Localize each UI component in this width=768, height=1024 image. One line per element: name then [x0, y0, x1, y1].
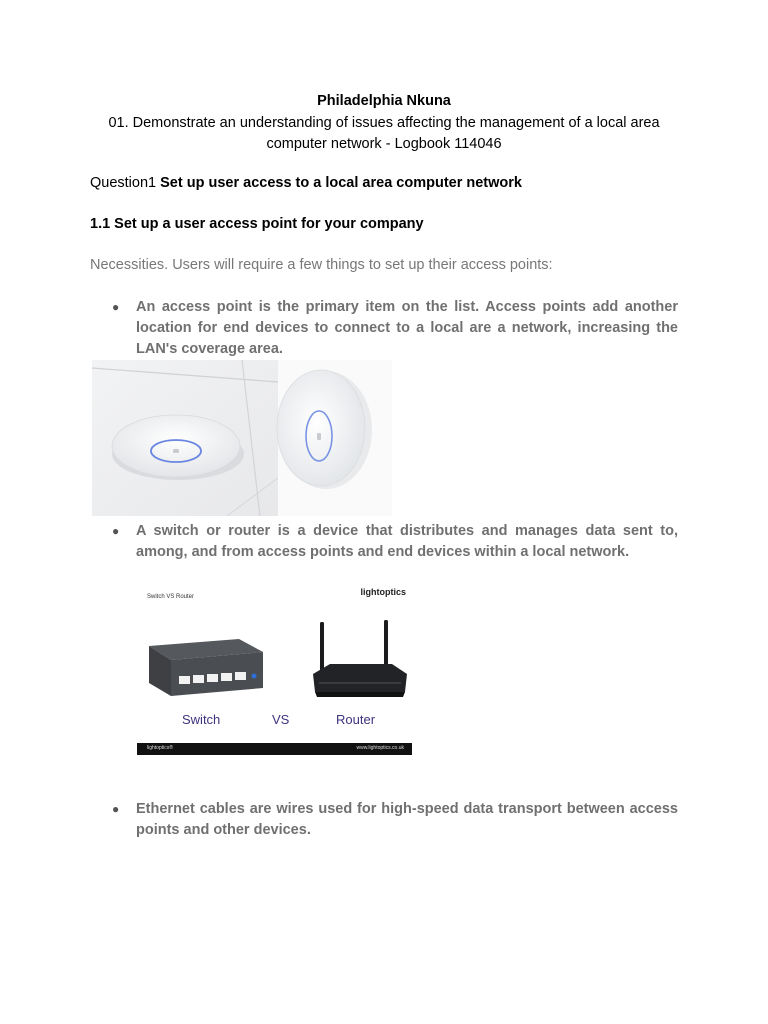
bullet-item [112, 799, 678, 841]
lightoptics-logo: lightoptics [360, 587, 406, 597]
section-heading: 1.1 Set up a user access point for your company [90, 216, 424, 232]
vs-label: VS [272, 712, 290, 727]
bullet-marker: ● [112, 524, 120, 538]
bullet-item [112, 297, 678, 360]
router-label: Router [336, 712, 376, 727]
bullet-text: An access point is the primary item on the list. Access points add another location for end devices to connect to a local are a network, increasing the LAN's coverage area. [136, 299, 678, 357]
bullet-text: Ethernet cables are wires used for high-speed data transport between access points and other devices. [136, 801, 678, 838]
switch-label: Switch [182, 712, 221, 727]
question-prefix: Question1 [90, 175, 161, 191]
question-line [90, 175, 522, 191]
bullet-item [112, 521, 678, 563]
access-point-photo [92, 360, 392, 516]
footer-website-text: www.lightoptics.co.uk [356, 745, 404, 751]
bullet-marker: ● [112, 300, 120, 314]
bullet-text: A switch or router is a device that distributes and manages data sent to, among, and from access points and end devices within a local network. [136, 523, 678, 560]
author-name: Philadelphia Nkuna [317, 93, 451, 109]
switch-router-illustration [137, 584, 412, 755]
figure-footer-bar [137, 743, 412, 755]
document-subtitle: 01. Demonstrate an understanding of issues affecting the management of a local area computer network - Logbook 114046 [108, 115, 660, 152]
footer-social-text: lightoptics® [147, 745, 173, 751]
bullet-marker: ● [112, 802, 120, 816]
question-title: Set up user access to a local area computer network [160, 175, 522, 191]
figure-title: Switch VS Router [147, 594, 195, 600]
section-intro: Necessities. Users will require a few things to set up their access points: [90, 257, 553, 273]
switch-vs-router-figure [137, 584, 412, 755]
